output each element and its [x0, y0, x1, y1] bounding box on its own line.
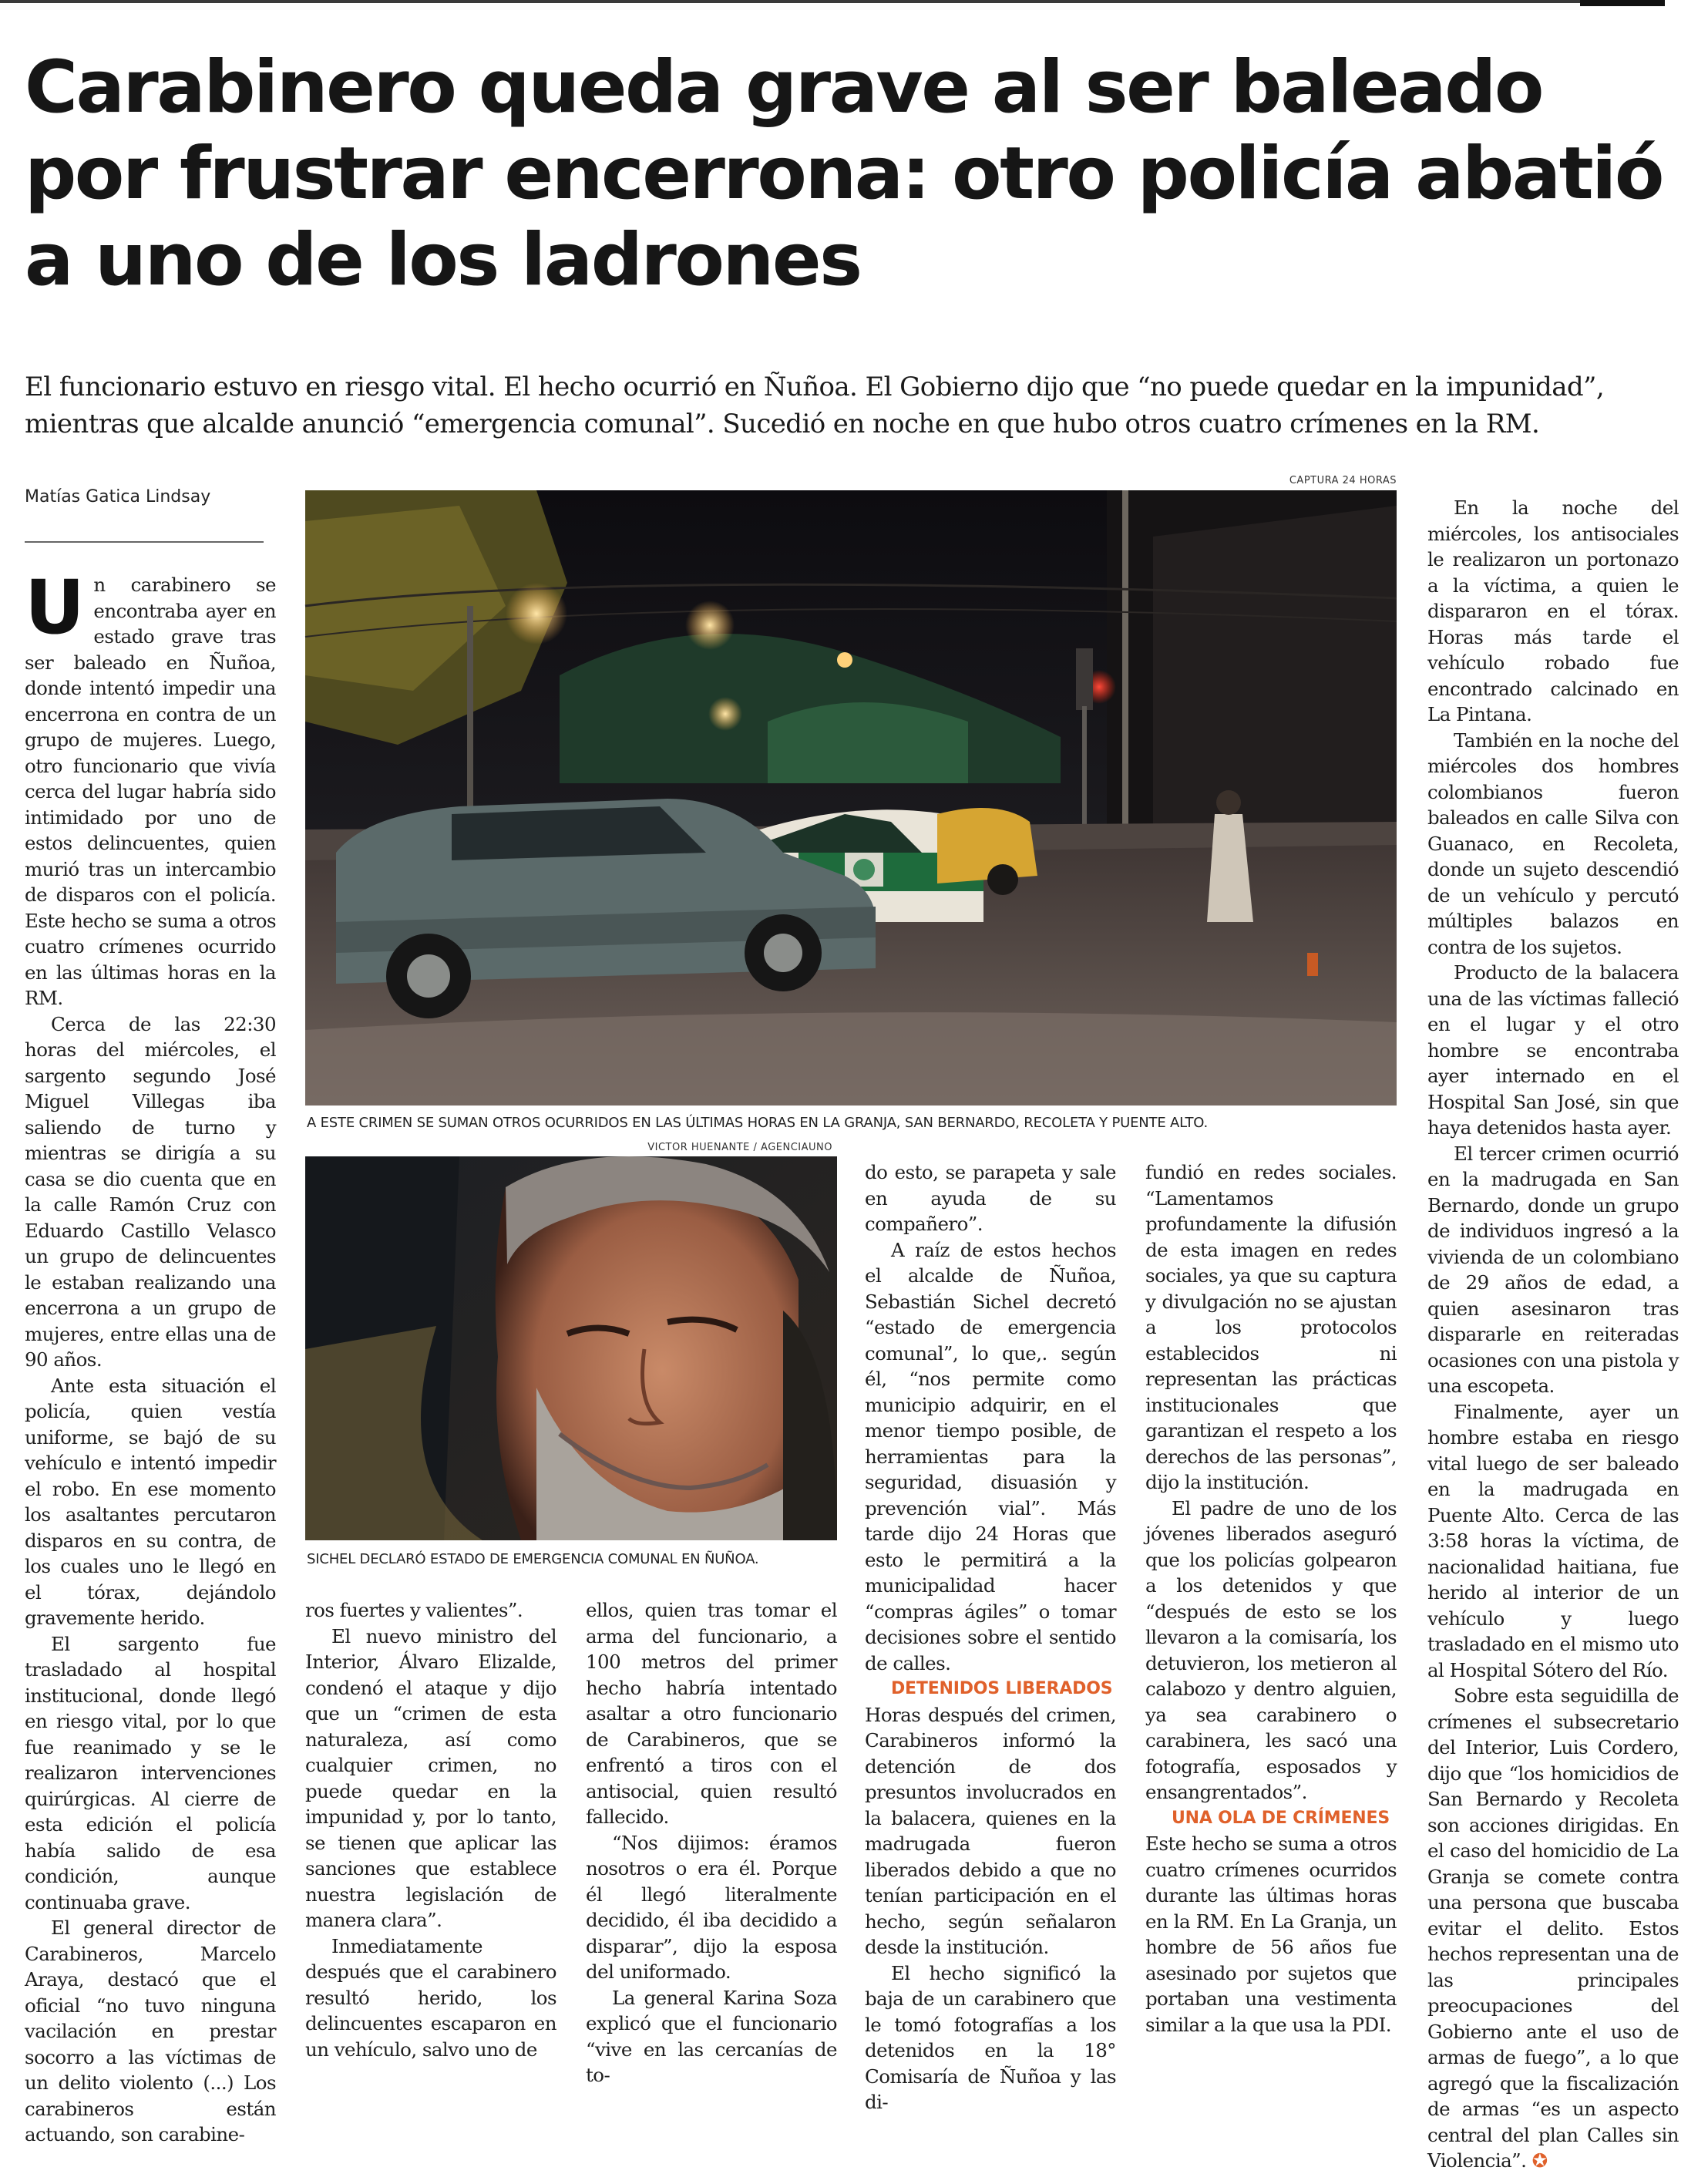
- paragraph: Producto de la balacera una de las víctimas falleció en el lugar y el otro hombre se encontraba ayer internado en el Hospital San José, sin que haya detenidos hasta ayer.: [1427, 961, 1679, 1139]
- paragraph: El sargento fue trasladado al hospital institucional, donde llegó en riesgo vital, por lo que fue reanimado y se le realizaron intervenciones quirúrgicas. Al cierre de esta edición el policía había salido de esa condición, aunque continuaba grave.: [25, 1632, 276, 1913]
- paragraph: El padre de uno de los jóvenes liberados aseguró que los policías golpearon a los detenidos y que “después de esto se los llevaron a la comisaría, los detuvieron, los metieron al calabozo y dentro alguien, ya sea carabinero o carabinera, les sacó una fotografía, esposados y ensangrentados”.: [1145, 1496, 1397, 1803]
- end-mark-icon: ✪: [1531, 2149, 1548, 2172]
- paragraph: Ante esta situación el policía, quien vestía uniforme, se bajó de su vehículo e intentó impedir el robo. En ese momento los asaltantes percutaron disparos en su contra, de los cuales uno le llegó en el tórax, dejándolo gravemente herido.: [25, 1374, 276, 1629]
- article-column-5: [1145, 1159, 1397, 2052]
- portrait-photo: [305, 1156, 837, 1540]
- paragraph: También en la noche del miércoles dos hombres colombianos fueron baleados en calle Silva con Guanaco, en Recoleta, donde un sujeto descendió de un vehículo y percutó múltiples balazos en contra de los sujetos.: [1427, 729, 1679, 958]
- article-column-1: [25, 564, 276, 2145]
- paragraph: Inmediatamente después que el carabinero resultó herido, los delincuentes escaparon en un vehículo, salvo uno de: [305, 1934, 556, 2061]
- paragraph: fundió en redes sociales. “Lamentamos profundamente la difusión de esta imagen en redes sociales, ya que su captura y divulgación no se ajustan a los protocolos establecidos ni representan las prácticas institucionales que garantizan el respeto a los derechos de las personas”, dijo la institución.: [1145, 1161, 1397, 1493]
- closing-paragraph-text: Sobre esta seguidilla de crímenes el subsecretario del Interior, Luis Cordero, dijo que “los homicidios de San Bernardo y Recoleta son acciones dirigidas. En el caso del homicidio de La Granja se comete contra una persona que buscaba evitar el delito. Estos hechos representan una de las principales preocupaciones del Gobierno ante el uso de armas de fuego”, a lo que agregó que la fiscalización de armas “es un aspecto central del plan Calles sin Violencia”.: [1427, 1684, 1679, 2172]
- paragraph: ros fuertes y valientes”.: [305, 1599, 523, 1621]
- subhead-ola-crimenes: UNA OLA DE CRÍMENES: [1172, 1808, 1390, 1828]
- article-column-2: [305, 1597, 556, 2061]
- byline-divider: [25, 541, 264, 543]
- paragraph: El tercer crimen ocurrió en la madrugada en San Bernardo, donde un grupo de individuos ingresó a la vivienda de un colombiano de 29 años de edad, a quien asesinaron tras dispararle en reiteradas ocasiones con una pistola y una escopeta.: [1427, 1142, 1679, 1397]
- paragraph: El general director de Carabineros, Marcelo Araya, destacó que el oficial “no tuvo ninguna vacilación en prestar socorro a las víctimas de un delito violento (...) Los carabineros están actuando, son carabine-: [25, 1917, 276, 2145]
- night-street-scene-image: [305, 490, 1397, 1106]
- main-photo: [305, 490, 1397, 1106]
- paragraph: Horas después del crimen, Carabineros informó la detención de dos presuntos involucrados en la balacera, quienes en la madrugada fueron liberados debido a que no tenían participación en el hecho, según señalaron desde la institución.: [865, 1703, 1116, 1958]
- paragraph: “Nos dijimos: éramos nosotros o era él. Porque él llegó literalmente decidido, él iba decidido a disparar”, dijo la esposa del uniformado.: [586, 1831, 837, 1983]
- headline: Carabinero queda grave al ser baleado por frustrar encerrona: otro policía abatió a uno de los ladrones: [25, 45, 1663, 302]
- drop-cap: U: [25, 564, 85, 651]
- paragraph: En la noche del miércoles, los antisociales le realizaron un portonazo a la víctima, a quien le dispararon en el tórax. Horas más tarde el vehículo robado fue encontrado calcinado en La Pintana.: [1427, 496, 1679, 725]
- main-photo-caption: A ESTE CRIMEN SE SUMAN OTROS OCURRIDOS EN LAS ÚLTIMAS HORAS EN LA GRANJA, SAN BERNARDO, RECOLETA Y PUENTE ALTO.: [307, 1115, 1209, 1131]
- paragraph: El nuevo ministro del Interior, Álvaro Elizalde, condenó el ataque y dijo que un “crimen de esta naturaleza, así como cualquier crimen, no puede quedar en la impunidad y, por lo tanto, se tienen que aplicar las sanciones que establece nuestra legislación de manera clara”.: [305, 1624, 556, 1931]
- article-column-3: [586, 1597, 837, 2086]
- byline: Matías Gatica Lindsay: [25, 487, 211, 506]
- main-photo-credit: CAPTURA 24 HORAS: [1289, 475, 1397, 486]
- deck: El funcionario estuvo en riesgo vital. El hecho ocurrió en Ñuñoa. El Gobierno dijo que “no puede quedar en la impunidad”, mientras que alcalde anunció “emergencia comunal”. Sucedió en noche en que hubo otros cuatro crímenes en la RM.: [25, 372, 1605, 439]
- sichel-portrait-image: [305, 1156, 837, 1540]
- article-column-6: [1427, 495, 1679, 2172]
- paragraph: Finalmente, ayer un hombre estaba en riesgo vital luego de ser baleado en la madrugada en Puente Alto. Cerca de las 3:58 horas la víctima, de nacionalidad haitiana, fue herido al interior de un vehículo y luego trasladado en el mismo uto al Hospital Sótero del Río.: [1427, 1400, 1679, 1681]
- paragraph: [1427, 1683, 1679, 2174]
- subhead-detenidos: DETENIDOS LIBERADOS: [891, 1679, 1113, 1698]
- top-rule: [0, 0, 1665, 3]
- portrait-photo-credit: VICTOR HUENANTE / AGENCIAUNO: [647, 1142, 832, 1153]
- paragraph: Este hecho se suma a otros cuatro crímenes ocurridos durante las últimas horas en la RM. En La Granja, un hombre de 56 años fue asesinado por sujetos que portaban una vestimenta similar a la que usa la PDI.: [1145, 1832, 1397, 2036]
- top-rule-block: [1580, 0, 1665, 6]
- paragraph: do esto, se parapeta y sale en ayuda de su compañero”.: [865, 1161, 1116, 1235]
- paragraph: ellos, quien tras tomar el arma del funcionario, a 100 metros del primer hecho habría intentado asaltar a otro funcionario de Carabineros, que se enfrentó a tiros con el antisocial, quien resultó fallecido.: [586, 1599, 837, 1828]
- portrait-photo-caption: SICHEL DECLARÓ ESTADO DE EMERGENCIA COMUNAL EN ÑUÑOA.: [307, 1551, 759, 1567]
- paragraph: El hecho significó la baja de un carabinero que le tomó fotografías a los detenidos en la 18° Comisaría de Ñuñoa y las di-: [865, 1961, 1116, 2113]
- article-column-4: [865, 1159, 1116, 2113]
- lead-paragraph-text: n carabinero se encontraba ayer en estado grave tras ser baleado en Ñuñoa, donde intentó impedir una encerrona en contra de un grupo de mujeres. Luego, otro funcionario que vivía cerca del lugar habría sido intimidado por uno de estos delincuentes, quien murió tras un intercambio de disparos con el policía. Este hecho se suma a otros cuatro crímenes ocurrido en las últimas horas en la RM.: [25, 574, 276, 1009]
- paragraph: A raíz de estos hechos el alcalde de Ñuñoa, Sebastián Sichel decretó “estado de emergencia comunal”, lo que,. según él, “nos permite como municipio adquirir, en el menor tiempo posible, de herramientas para la seguridad, disuasión y prevención vial”. Más tarde dijo 24 Horas que esto le permitirá a la municipalidad hacer “compras ágiles” o tomar decisiones sobre el sentido de calles.: [865, 1238, 1116, 1674]
- lead-paragraph: [25, 564, 276, 1011]
- paragraph: La general Karina Soza explicó que el funcionario “vive en las cercanías de to-: [586, 1986, 837, 2086]
- paragraph: Cerca de las 22:30 horas del miércoles, el sargento segundo José Miguel Villegas iba saliendo de turno y mientras se dirigía a su casa se dio cuenta que en la calle Ramón Cruz con Eduardo Castillo Velasco un grupo de delincuentes le estaban realizando una encerrona a un grupo de mujeres, entre ellas una de 90 años.: [25, 1012, 276, 1371]
